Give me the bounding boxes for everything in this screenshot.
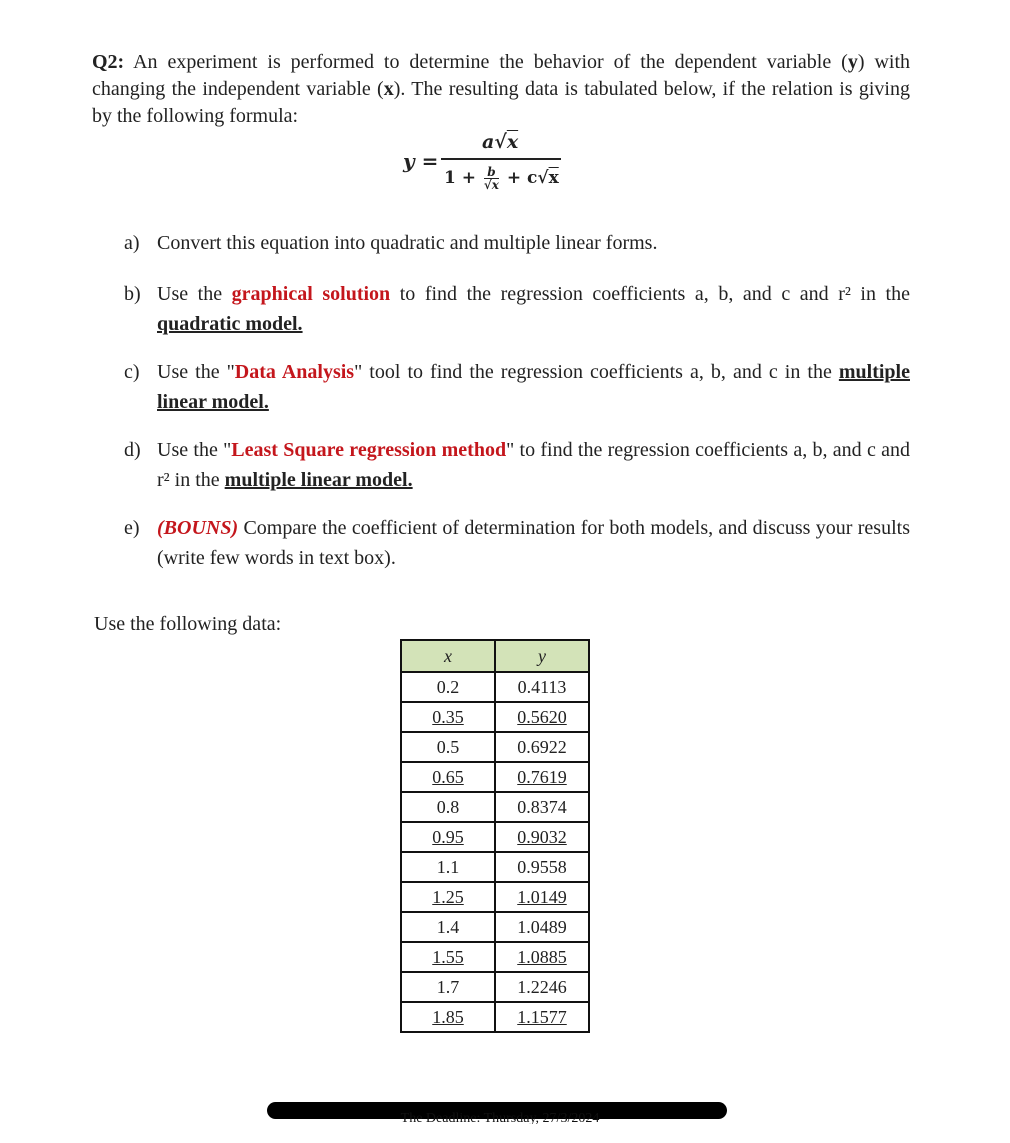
header-y: y	[495, 640, 589, 672]
intro-text-3: ). The resulting data is tabulated below, if the relation is giving by the following formula:	[92, 78, 910, 127]
table-header-row	[401, 640, 589, 672]
table-row: 0.65 0.7619	[401, 762, 589, 792]
intro-text-1: An experiment is performed to determine the behavior of the dependent variable (	[133, 51, 848, 73]
table-row: 1.25 1.0149	[401, 882, 589, 912]
question-number: Q2:	[92, 51, 125, 73]
var-x: x	[383, 78, 394, 100]
var-y: y	[847, 51, 858, 73]
data-table	[400, 639, 590, 1033]
table-row: 0.95 0.9032	[401, 822, 589, 852]
deadline-footer: The Deadline: Thursday, 27/3/2024	[400, 1112, 600, 1124]
table-row: 1.7 1.2246	[401, 972, 589, 1002]
table-row: 0.35 0.5620	[401, 702, 589, 732]
formula-denominator: 1 + $\frac{b}{√x}$ + c√x	[444, 165, 559, 192]
table-row: 1.55 1.0885	[401, 942, 589, 972]
header-x: x	[401, 640, 495, 672]
table-row: 0.5 0.6922	[401, 732, 589, 762]
table-row: 1.4 1.0489	[401, 912, 589, 942]
table-row: 1.1 0.9558	[401, 852, 589, 882]
regression-formula	[400, 128, 600, 206]
formula-numerator: a√x	[482, 131, 519, 153]
table-row: 0.8 0.8374	[401, 792, 589, 822]
table-row: 0.2 0.4113	[401, 672, 589, 702]
question-intro	[92, 49, 910, 130]
fraction-line	[441, 158, 561, 160]
table-row: 1.85 1.1577	[401, 1002, 589, 1032]
intro-text-2: ) with changing the independent variable (	[92, 51, 910, 100]
use-data-label: Use the following data:	[94, 613, 282, 635]
formula-lhs: y =	[403, 149, 439, 173]
